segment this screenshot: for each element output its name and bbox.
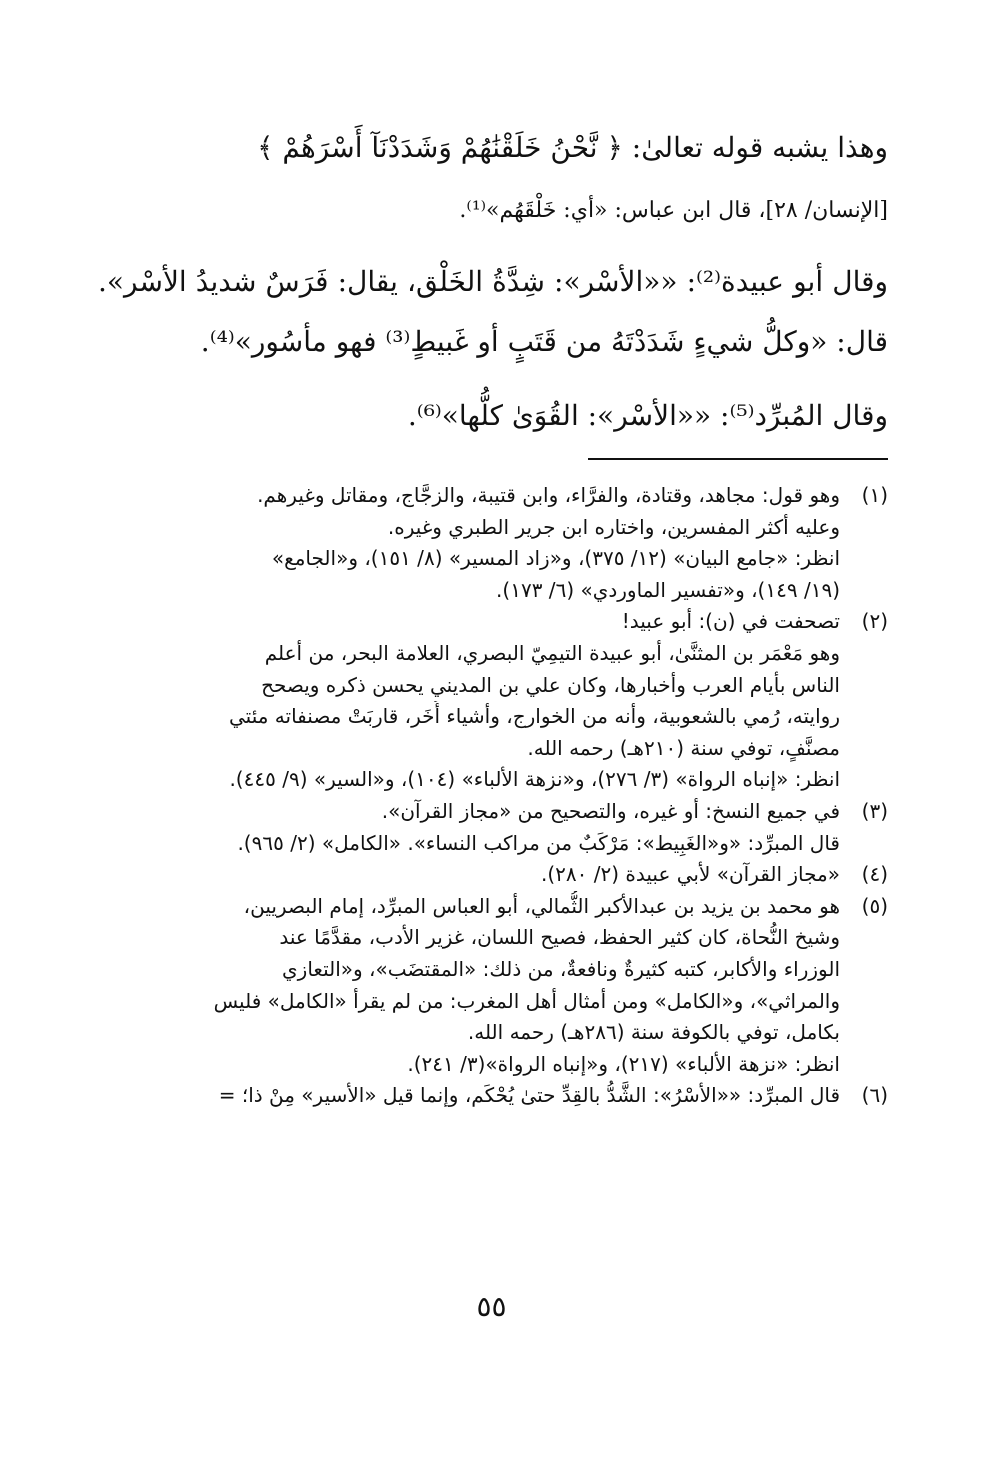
page-number: ٥٥ <box>476 1290 507 1323</box>
footnote-line: وهو مَعْمَر بن المثنَّىٰ، أبو عبيدة التيمِيّ البصري، العلامة البحر، من أعلم <box>264 640 840 665</box>
footnote-line: هو محمد بن يزيد بن عبدالأكبر الثُّمالي، أبو العباس المبرِّد، إمام البصريين، <box>243 893 840 918</box>
footnote-number: (٤) <box>861 862 888 887</box>
footnote-number: (٥) <box>861 893 888 918</box>
footnote-line: «مجاز القرآن» لأبي عبيدة (٢/ ٢٨٠). <box>540 862 840 887</box>
footnote-line: والمراثي»، و«الكامل» ومن أمثال أهل المغرب: من لم يقرأ «الكامل» فليس <box>213 988 840 1013</box>
footnote-5 <box>98 891 888 1081</box>
main-paragraph-1-line-2: [الإنسان/ ٢٨]، قال ابن عباس: «أي: خَلْقَهُم»⁽¹⁾. <box>459 198 888 223</box>
footnote-line: وعليه أكثر المفسرين، واختاره ابن جرير الطبري وغيره. <box>387 514 840 539</box>
footnote-line: قال المبرِّد: ««الأسْرُ»: الشَّدُّ بالقِدِّ حتىٰ يُحْكَم، وإنما قيل «الأسير» مِنْ ذا؛ = <box>218 1083 840 1108</box>
footnote-line: وهو قول: مجاهد، وقتادة، والفرَّاء، وابن قتيبة، والزجَّاج، ومقاتل وغيرهم. <box>257 483 840 507</box>
footnote-1 <box>98 480 888 606</box>
footnote-number: (٦) <box>861 1083 888 1108</box>
footnote-line: في جميع النسخ: أو غيره، والتصحيح من «مجاز القرآن». <box>381 798 840 823</box>
footnote-number: (١) <box>861 483 888 507</box>
footnote-line: الناس بأيام العرب وأخبارها، وكان علي بن المديني يحسن ذكره ويصحح <box>261 672 840 697</box>
footnote-number: (٣) <box>861 798 888 823</box>
footnote-2 <box>98 606 888 796</box>
main-paragraph-2: وقال أبو عبيدة⁽²⁾: ««الأسْر»: شِدَّةُ الخَلْق، يقال: فَرَسٌ شديدُ الأسْر». قال: «وكلُّ شيءٍ شَدَدْتَهُ من قَتَبٍ أو غَبيطٍ⁽³⁾ فهو مأسُور»⁽⁴⁾. <box>98 265 889 358</box>
footnote-line: انظر: «نزهة الألباء» (٢١٧)، و«إنباه الرواة»(٣/ ٢٤١). <box>407 1051 840 1076</box>
main-paragraph-1-line-1: وهذا يشبه قوله تعالىٰ: ﴿ نَّحْنُ خَلَقْنَٰهُمْ وَشَدَدْنَآ أَسْرَهُمْ ﴾ <box>257 131 888 164</box>
footnote-line: (١٩/ ١٤٩)، و«تفسير الماوردي» (٦/ ١٧٣). <box>496 577 840 602</box>
footnote-3 <box>98 796 888 859</box>
footnote-line: انظر: «جامع البيان» (١٢/ ٣٧٥)، و«زاد المسير» (٨/ ١٥١)، و«الجامع» <box>271 546 840 571</box>
main-text-body <box>98 118 888 460</box>
footnote-6 <box>98 1080 888 1112</box>
footnote-line: روايته، رُمي بالشعوبية، وأنه من الخوارج، وأشياء أُخَر، قاربَتْ مصنفاته مئتي <box>228 704 840 729</box>
footnote-number: (٢) <box>861 609 888 634</box>
footnote-line: وشيخ النُّحاة، كان كثير الحفظ، فصيح اللسان، غزير الأدب، مقدَّمًا عند <box>279 925 840 950</box>
footnote-line: الوزراء والأكابر، كتبه كثيرةٌ ونافعةٌ، من ذلك: «المقتضَب»، و«التعازي <box>282 956 840 981</box>
footnote-line: مصنَّفٍ، توفي سنة (٢١٠هـ) رحمه الله. <box>527 735 840 760</box>
footnote-line: قال المبرِّد: «و«الغَبِيط»: مَرْكَبٌ من مراكب النساء». «الكامل» (٢/ ٩٦٥). <box>237 830 840 855</box>
footnote-4 <box>98 859 888 891</box>
main-paragraph-3: وقال المُبرِّد⁽⁵⁾: ««الأسْر»: القُوَىٰ كلُّها»⁽⁶⁾. <box>407 399 888 432</box>
footnote-line: بكامل، توفي بالكوفة سنة (٢٨٦هـ) رحمه الله. <box>467 1020 840 1045</box>
footnote-line: تصحفت في (ن): أبو عبيد! <box>621 609 840 634</box>
footnote-line: انظر: «إنباه الرواة» (٣/ ٢٧٦)، و«نزهة الألباء» (١٠٤)، و«السير» (٩/ ٤٤٥). <box>229 767 840 792</box>
footnotes <box>98 480 888 1112</box>
main-paragraph-1 <box>98 118 888 238</box>
footnote-divider <box>588 458 888 460</box>
